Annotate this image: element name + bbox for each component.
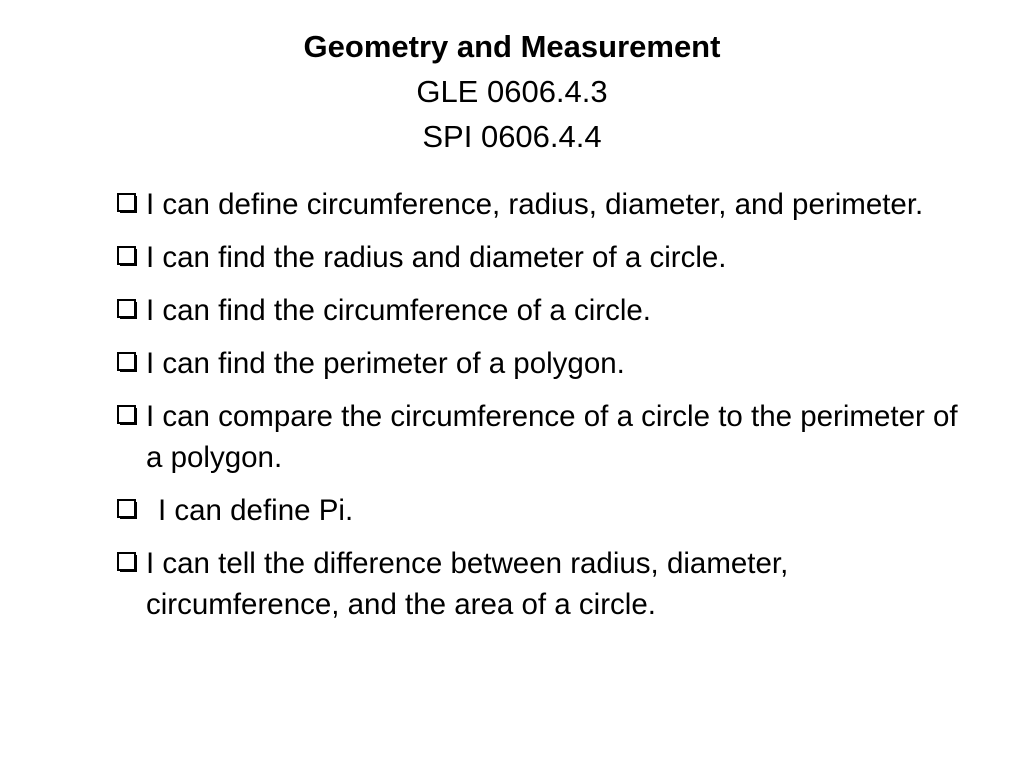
objective-text: I can find the circumference of a circle.: [146, 294, 652, 327]
checkbox-icon: [117, 246, 139, 268]
gle-code: GLE 0606.4.3: [416, 74, 608, 109]
checkbox-icon: [117, 352, 139, 374]
objective-text: I can find the perimeter of a polygon.: [146, 347, 625, 380]
objectives-list: [116, 184, 976, 637]
objective-item: [116, 290, 976, 331]
objective-item: [116, 490, 976, 531]
objective-text: I can compare the circumference of a circle to the perimeter of a polygon.: [146, 400, 958, 474]
checkbox-icon: [117, 405, 139, 427]
objective-item: [116, 543, 976, 625]
checkbox-icon: [117, 499, 139, 521]
slide-title: Geometry and Measurement: [303, 29, 721, 64]
objective-text: I can find the radius and diameter of a circle.: [146, 241, 727, 274]
slide-title-block: [0, 24, 1024, 159]
spi-code: SPI 0606.4.4: [422, 119, 602, 154]
checkbox-icon: [117, 299, 139, 321]
checkbox-icon: [117, 552, 139, 574]
checkbox-icon: [117, 193, 139, 215]
objective-text: I can define Pi.: [158, 494, 354, 527]
objective-item: [116, 343, 976, 384]
objective-item: [116, 396, 976, 478]
objective-text: I can tell the difference between radius, diameter, circumference, and the area of a circle.: [146, 547, 789, 621]
objective-item: [116, 237, 976, 278]
objective-text: I can define circumference, radius, diameter, and perimeter.: [146, 188, 924, 221]
objective-item: [116, 184, 976, 225]
